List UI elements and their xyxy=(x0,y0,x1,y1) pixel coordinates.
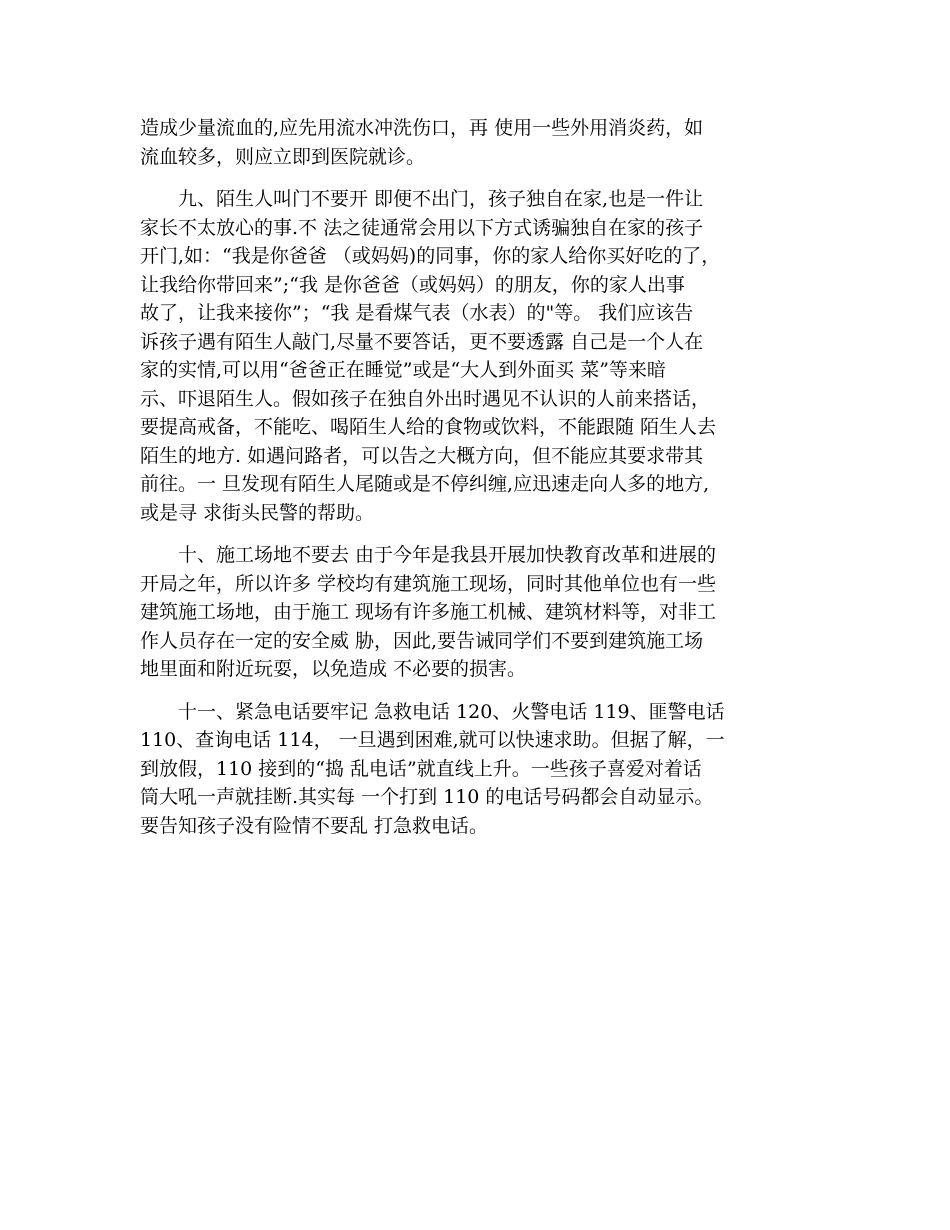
paragraph-stranger-at-door xyxy=(140,185,812,527)
text-line: 筒大吼一声就挂断.其实每 一个打到 110 的电话号码都会自动显示。 xyxy=(140,786,714,808)
document-body xyxy=(140,114,812,854)
text-line: 建筑施工场地，由于施工 现场有许多施工机械、建筑材料等，对非工 xyxy=(140,601,717,623)
text-line: 110、查询电话 114， 一旦遇到困难,就可以快速求助。但据了解，一 xyxy=(140,729,725,751)
text-line: 九、陌生人叫门不要开 即便不出门，孩子独自在家,也是一件让 xyxy=(140,188,704,210)
paragraph-emergency-numbers xyxy=(140,698,812,841)
text-line: 诉孩子遇有陌生人敲门,尽量不要答话，更不要透露 自己是一个人在 xyxy=(140,330,704,353)
text-line: 故了，让我来接你”；“我 是看煤气表（水表）的"等。 我们应该告 xyxy=(140,302,694,324)
paragraph-first-aid-continued xyxy=(140,114,812,171)
text-line: 作人员存在一定的安全威 胁，因此,要告诫同学们不要到建筑施工场 xyxy=(140,629,704,652)
text-line: 到放假，110 接到的“捣 乱电话”就直线上升。一些孩子喜爱对着话 xyxy=(140,757,702,780)
text-line: 十一、紧急电话要牢记 急救电话 120、火警电话 119、匪警电话 xyxy=(140,700,725,723)
text-line: 十、施工场地不要去 由于今年是我县开展加快教育改革和进展的 xyxy=(140,544,717,566)
text-line: 陌生的地方. 如遇问路者，可以告之大概方向，但不能应其要求带其 xyxy=(140,444,704,467)
text-line: 要提高戒备，不能吃、喝陌生人给的食物或饮料，不能跟随 陌生人去 xyxy=(140,416,717,438)
text-line: 示、吓退陌生人。假如孩子在独自外出时遇见不认识的人前来搭话， xyxy=(140,387,711,410)
text-line: 流血较多，则应立即到医院就诊。 xyxy=(140,145,426,168)
text-line: 要告知孩子没有险情不要乱 打急救电话。 xyxy=(140,814,489,837)
text-line: 地里面和附近玩耍，以免造成 不必要的损害。 xyxy=(140,658,527,680)
text-line: 让我给你带回来”;“我 是你爸爸（或妈妈）的朋友，你的家人出事 xyxy=(140,273,685,296)
text-line: 造成少量流血的,应先用流水冲洗伤口，再 使用一些外用消炎药，如 xyxy=(140,117,704,139)
text-line: 家长不太放心的事.不 法之徒通常会用以下方式诱骗独自在家的孩子 xyxy=(140,216,704,239)
text-line: 开局之年，所以许多 学校均有建筑施工现场，同时其他单位也有一些 xyxy=(140,572,717,595)
text-line: 开门,如：“我是你爸爸 （或妈妈)的同事，你的家人给你买好吃的了， xyxy=(140,245,721,267)
text-line: 或是寻 求街头民警的帮助。 xyxy=(140,501,375,524)
text-line: 前往。一 旦发现有陌生人尾随或是不停纠缠,应迅速走向人多的地方, xyxy=(140,473,710,495)
text-line: 家的实情,可以用“爸爸正在睡觉”或是“大人到外面买 菜”等来暗 xyxy=(140,359,666,381)
paragraph-construction-site xyxy=(140,541,812,684)
